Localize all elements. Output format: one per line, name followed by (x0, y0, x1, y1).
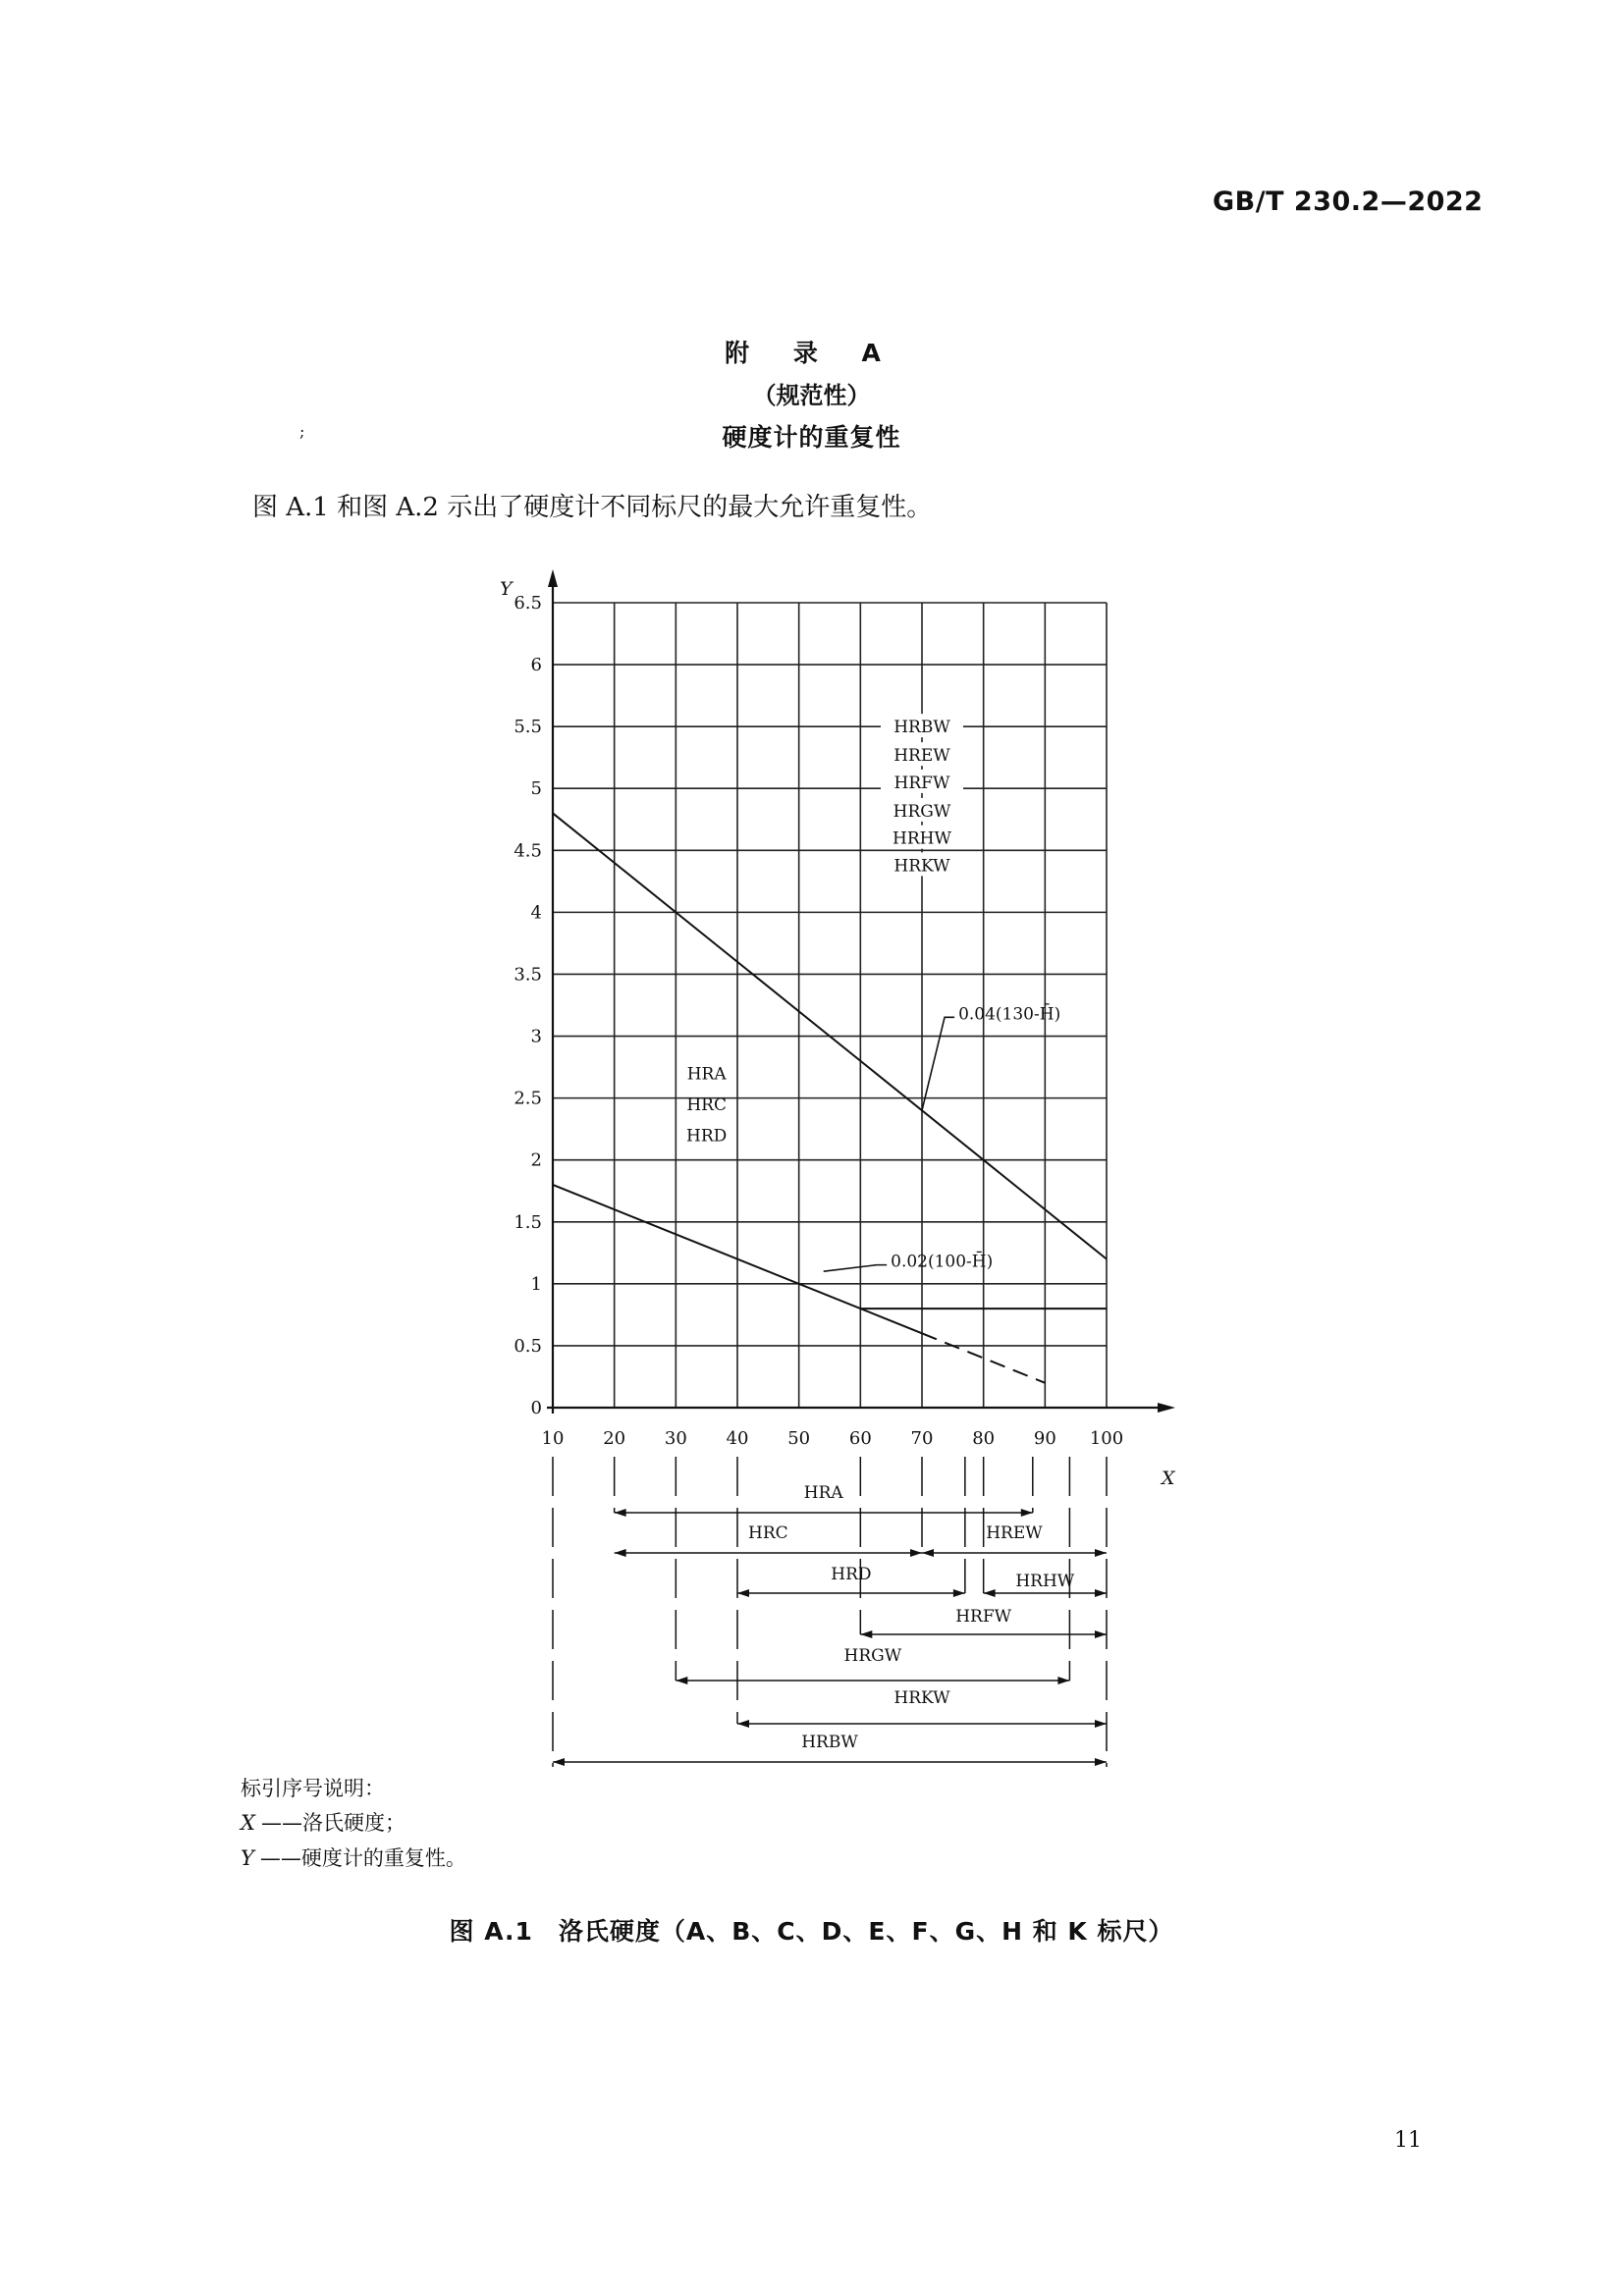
y-tick-label: 4.5 (514, 840, 542, 862)
y-tick-label: 1 (530, 1273, 542, 1295)
x-tick-label: 70 (910, 1428, 934, 1449)
y-tick-label: 0.5 (514, 1335, 542, 1357)
legend-item-x (241, 1807, 406, 1837)
x-axis-arrow (1158, 1403, 1175, 1413)
range-label: HRHW (1015, 1572, 1075, 1591)
annex-status: （规范性） (752, 382, 871, 409)
annotation-leader (824, 1265, 887, 1272)
x-tick-label: 100 (1089, 1428, 1124, 1449)
range-arrow-right (1095, 1758, 1107, 1766)
stray-mark: ; (299, 422, 305, 441)
range-label: HREW (986, 1523, 1043, 1543)
scale-label: HRKW (893, 856, 950, 877)
x-tick-label: 30 (664, 1428, 687, 1449)
y-tick-label: 3 (530, 1026, 542, 1047)
range-label: HRFW (955, 1607, 1012, 1627)
range-arrow-right (1095, 1630, 1107, 1638)
intro-paragraph: 图 A.1 和图 A.2 示出了硬度计不同标尺的最大允许重复性。 (252, 493, 933, 522)
legend-item-y (241, 1842, 466, 1872)
figure-caption: 图 A.1 洛氏硬度（A、B、C、D、E、F、G、H 和 K 标尺） (449, 1917, 1174, 1946)
range-arrow-left (615, 1509, 626, 1517)
annotation-label: 0.04(130-H̄) (958, 1004, 1061, 1025)
range-arrow-left (860, 1630, 872, 1638)
x-axis-title: X (1162, 1468, 1175, 1489)
y-axis-title: Y (500, 578, 513, 600)
range-arrow-right (910, 1549, 922, 1557)
legend-text-x: ——洛氏硬度； (260, 1811, 406, 1835)
y-tick-label: 5 (530, 778, 542, 800)
scale-label: HRFW (893, 773, 950, 793)
range-arrow-left (676, 1677, 687, 1684)
range-arrow-right (1057, 1677, 1069, 1684)
annotation-label: 0.02(100-H̄) (891, 1252, 994, 1272)
annotation-label: HRA (686, 1064, 727, 1085)
range-label: HRKW (893, 1688, 950, 1708)
y-tick-label: 4 (530, 902, 542, 924)
legend-heading: 标引序号说明： (241, 1777, 385, 1800)
range-arrow-right (1021, 1509, 1033, 1517)
range-arrow-right (1095, 1549, 1107, 1557)
range-label: HRD (831, 1565, 872, 1584)
scale-label: HRHW (893, 828, 951, 849)
range-arrow-right (1095, 1589, 1107, 1597)
annex-title: 硬度计的重复性 (722, 423, 901, 452)
range-arrow-right (1095, 1720, 1107, 1728)
y-tick-label: 3.5 (514, 964, 542, 986)
range-arrow-left (553, 1758, 565, 1766)
range-label: HRGW (843, 1646, 902, 1666)
range-label: HRBW (801, 1733, 858, 1752)
x-tick-label: 40 (726, 1428, 749, 1449)
y-tick-label: 6 (530, 655, 542, 676)
annotation-label: HRD (686, 1126, 728, 1147)
x-tick-label: 10 (541, 1428, 565, 1449)
range-label: HRA (803, 1483, 843, 1503)
y-tick-label: 2 (530, 1149, 542, 1171)
range-arrow-left (984, 1589, 996, 1597)
x-tick-label: 90 (1033, 1428, 1056, 1449)
legend-symbol-x: X (241, 1811, 255, 1835)
annotation-label: HRC (686, 1095, 727, 1115)
scale-label: HRBW (893, 718, 950, 738)
y-axis-arrow (548, 569, 558, 587)
annotation-leader (922, 1017, 954, 1110)
standard-number: GB/T 230.2—2022 (1213, 187, 1484, 217)
range-arrow-left (737, 1720, 749, 1728)
scale-label: HRGW (893, 801, 951, 822)
y-tick-label: 0 (530, 1398, 542, 1418)
annex-label: 附 录 A (725, 339, 898, 367)
x-tick-label: 80 (972, 1428, 996, 1449)
range-arrow-left (737, 1589, 749, 1597)
legend-symbol-y: Y (241, 1846, 254, 1870)
page-number: 11 (1394, 2128, 1422, 2153)
y-tick-label: 6.5 (514, 593, 542, 614)
y-tick-label: 1.5 (514, 1211, 542, 1233)
range-arrow-right (953, 1589, 965, 1597)
y-tick-label: 2.5 (514, 1088, 542, 1109)
y-tick-label: 5.5 (514, 717, 542, 738)
x-tick-label: 50 (787, 1428, 811, 1449)
range-label: HRC (748, 1523, 788, 1543)
range-arrow-left (615, 1549, 626, 1557)
scale-label: HREW (893, 746, 950, 767)
range-arrow-left (922, 1549, 934, 1557)
x-tick-label: 60 (848, 1428, 872, 1449)
legend-text-y: ——硬度计的重复性。 (259, 1846, 466, 1870)
x-tick-label: 20 (603, 1428, 626, 1449)
